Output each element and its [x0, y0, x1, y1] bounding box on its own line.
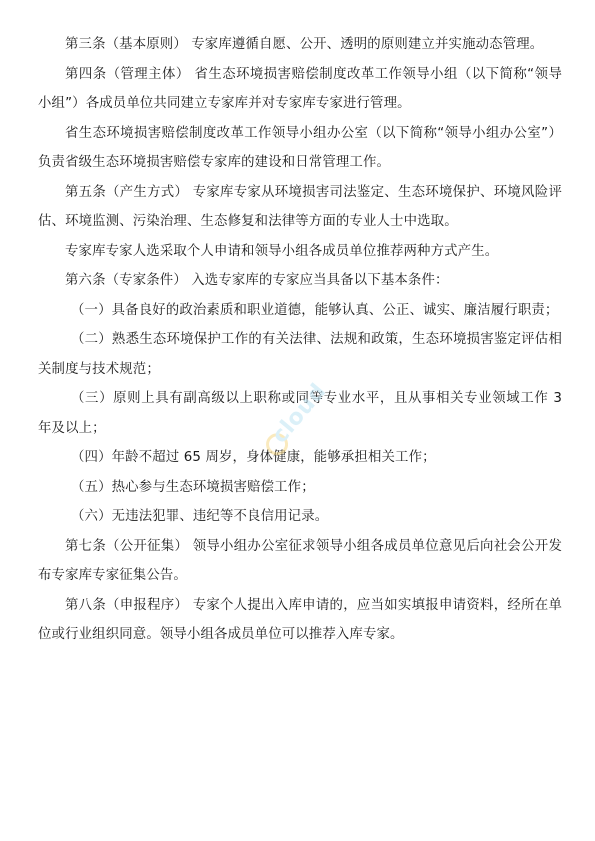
article-5-selection-paragraph: 专家库专家人选采取个人申请和领导小组各成员单位推荐两种方式产生。	[65, 243, 499, 259]
article-5-paragraph: 第五条（产生方式） 专家库专家从环境损害司法鉴定、生态环境保护、环境风险评估、环境监测、污染治理、生态修复和法律等方面的专业人士中选取。	[38, 184, 562, 229]
watermark-text: cloud	[267, 379, 332, 449]
article-8-paragraph: 第八条（申报程序） 专家个人提出入库申请的，应当如实填报申请资料，经所在单位或行业组织同意。领导小组各成员单位可以推荐入库专家。	[38, 597, 562, 642]
condition-item-5: （五）热心参与生态环境损害赔偿工作；	[71, 479, 315, 495]
article-7-paragraph: 第七条（公开征集） 领导小组办公室征求领导小组各成员单位意见后向社会公开发布专家库专家征集公告。	[38, 538, 562, 583]
article-3-paragraph: 第三条（基本原则） 专家库遵循自愿、公开、透明的原则建立并实施动态管理。	[65, 37, 544, 52]
condition-item-4: （四）年龄不超过 65 周岁，身体健康，能够承担相关工作；	[71, 450, 436, 465]
condition-item-1: （一）具备良好的政治素质和职业道德，能够认真、公正、诚实、廉洁履行职责；	[71, 302, 559, 318]
article-6-paragraph: 第六条（专家条件） 入选专家库的专家应当具备以下基本条件：	[65, 273, 449, 288]
document-body	[38, 30, 562, 650]
condition-item-2: （二）熟悉生态环境保护工作的有关法律、法规和政策，生态环境损害鉴定评估相关制度与技术规范；	[38, 332, 562, 377]
article-4-office-paragraph: 省生态环境损害赔偿制度改革工作领导小组办公室（以下简称“领导小组办公室”）负责省级生态环境损害赔偿专家库的建设和日常管理工作。	[38, 125, 562, 170]
article-4-paragraph: 第四条（管理主体） 省生态环境损害赔偿制度改革工作领导小组（以下简称“领导小组”）各成员单位共同建立专家库并对专家库专家进行管理。	[38, 66, 562, 111]
condition-item-3: （三）原则上具有副高级以上职称或同等专业水平，且从事相关专业领域工作 3 年及以上；	[38, 391, 562, 436]
condition-item-6: （六）无违法犯罪、违纪等不良信用记录。	[71, 509, 329, 524]
